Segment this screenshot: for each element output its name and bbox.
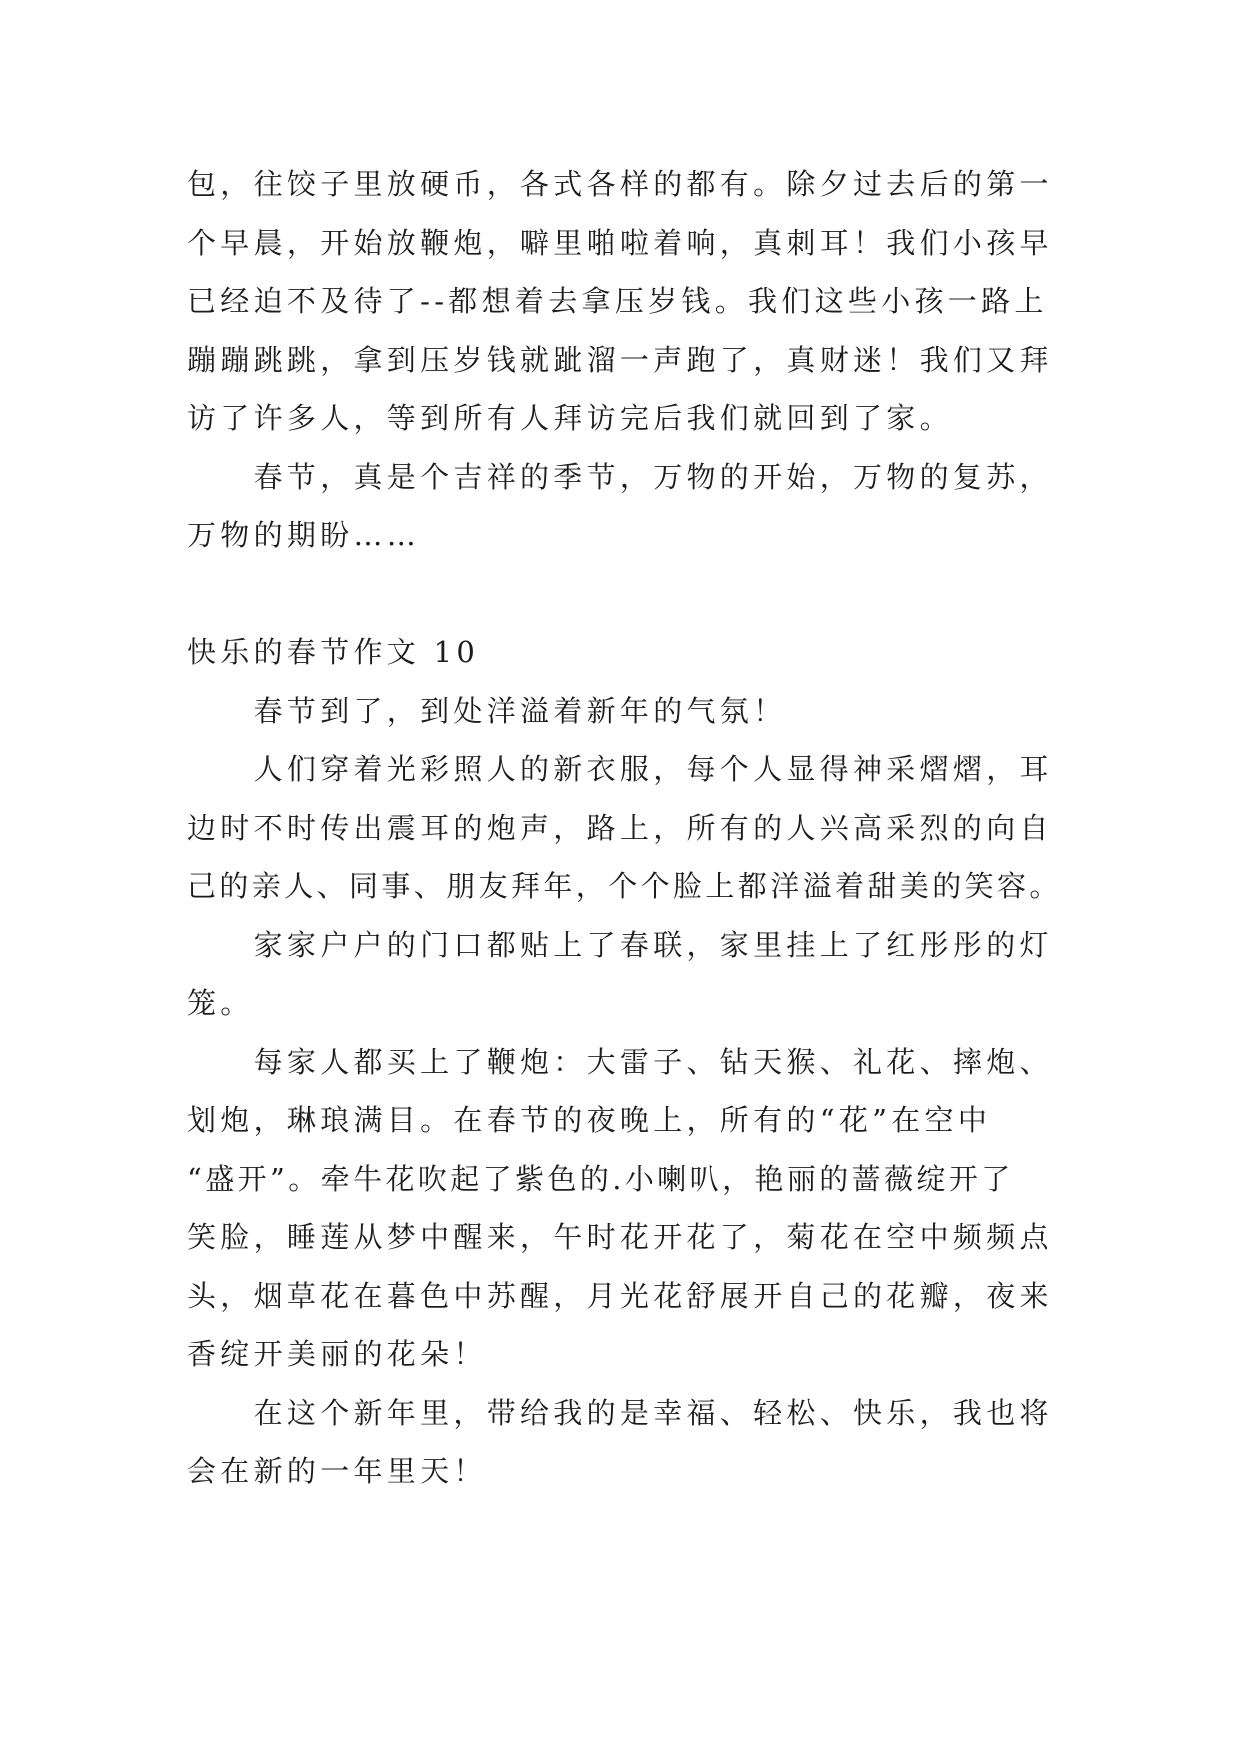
text-line: 划炮，琳琅满目。在春节的夜晚上，所有的“花”在空中: [187, 1103, 992, 1137]
blank-line: [187, 565, 1087, 624]
text-line: 香绽开美丽的花朵！: [187, 1337, 487, 1371]
paragraph: [187, 448, 1087, 565]
text-line: 边时不时传出震耳的炮声，路上，所有的人兴高采烈的向自: [187, 810, 1053, 845]
essay-title: 快乐的春节作文 10: [187, 635, 480, 669]
paragraph: [187, 916, 1087, 1033]
text-line: 春节，真是个吉祥的季节，万物的开始，万物的复苏，: [253, 459, 1053, 494]
document-body: [187, 155, 1087, 1501]
text-line: 蹦蹦跳跳，拿到压岁钱就跐溜一声跑了，真财迷！我们又拜: [187, 342, 1053, 377]
text-line: 人们穿着光彩照人的新衣服，每个人显得神采熠熠，耳: [253, 752, 1053, 786]
text-line: 已经迫不及待了--都想着去拿压岁钱。我们这些小孩一路上: [187, 284, 1048, 318]
text-line: 每家人都买上了鞭炮：大雷子、钻天猴、礼花、摔炮、: [253, 1044, 1053, 1079]
text-line: 万物的期盼……: [187, 518, 421, 552]
text-line: “盛开”。牵牛花吹起了紫色的.小喇叭，艳丽的蔷薇绽开了: [187, 1161, 1014, 1196]
text-line: 个早晨，开始放鞭炮，噼里啪啦着响，真刺耳！我们小孩早: [187, 225, 1053, 260]
text-line: 家家户户的门口都贴上了春联，家里挂上了红彤彤的灯: [253, 927, 1053, 962]
paragraph: [187, 682, 1087, 741]
text-line: 己的亲人、同事、朋友拜年，个个脸上都洋溢着甜美的笑容。: [187, 869, 1062, 903]
paragraph: [187, 1033, 1087, 1384]
paragraph: [187, 1384, 1087, 1501]
text-line: 笑脸，睡莲从梦中醒来，午时花开花了，菊花在空中频频点: [187, 1220, 1053, 1254]
text-line: 头，烟草花在暮色中苏醒，月光花舒展开自己的花瓣，夜来: [187, 1278, 1053, 1313]
text-line: 笼。: [187, 986, 254, 1020]
text-line: 会在新的一年里天！: [187, 1454, 487, 1488]
text-line: 包，往饺子里放硬币，各式各样的都有。除夕过去后的第一: [187, 167, 1053, 201]
paragraph: [187, 740, 1087, 916]
text-line: 访了许多人，等到所有人拜访完后我们就回到了家。: [187, 401, 953, 435]
paragraph: [187, 155, 1087, 448]
text-line: 在这个新年里，带给我的是幸福、轻松、快乐，我也将: [253, 1395, 1053, 1430]
text-line: 春节到了，到处洋溢着新年的气氛！: [253, 693, 787, 728]
